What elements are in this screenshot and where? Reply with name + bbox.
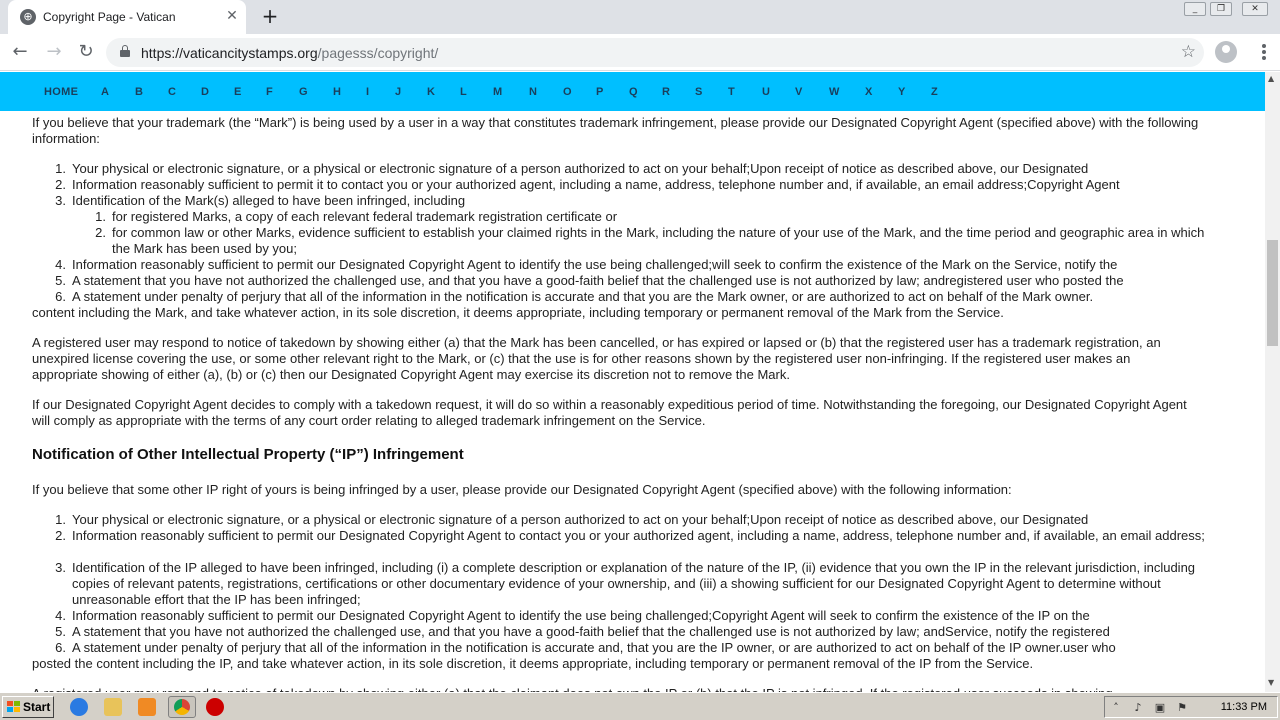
start-button[interactable] <box>2 696 54 718</box>
ip-tail: posted the content including the IP, and take whatever action, in its sole discretion, it deems appropriate, including temporary or permanent removal of the IP from the Service. <box>32 656 1034 671</box>
nav-item-x[interactable]: X <box>865 86 873 98</box>
para-registered-user: A registered user may respond to notice of takedown by showing either (a) that the Mark has been cancelled, or has expired or lapsed or (b) that the registered user has a trademark registration, an unexpired license covering the use, or some other relevant right to the Mark, or (c) that the use is for other reasons shown by the registered user non-infringing. If the registered user makes an appropriate showing of either (a), (b) or (c) then our Designated Copyright Agent may exercise its discretion not to remove the Mark. <box>32 335 1161 382</box>
nav-item-l[interactable]: L <box>460 86 468 98</box>
tray-expand-icon[interactable]: ˄ <box>1113 701 1119 714</box>
nav-item-n[interactable]: N <box>529 86 538 98</box>
browser-toolbar <box>0 34 1280 71</box>
system-tray <box>1104 696 1278 718</box>
page-scrollbar[interactable] <box>1265 72 1280 692</box>
chrome-taskbar-button[interactable] <box>168 696 196 718</box>
nav-item-q[interactable]: Q <box>629 86 638 98</box>
para-agent: If our Designated Copyright Agent decides to comply with a takedown request, it will do so within a reasonably expeditious period of time. Notwithstanding the foregoing, our Designated Copyright Agent will comply as appropriate with the terms of any court order relating to alleged trademark infringement on the Service. <box>32 397 1187 428</box>
scrollbar-thumb[interactable] <box>1267 240 1278 346</box>
flag-icon[interactable]: ⚑ <box>1177 701 1187 714</box>
nav-item-u[interactable]: U <box>762 86 771 98</box>
nav-item-m[interactable]: M <box>493 86 503 98</box>
alert-icon[interactable] <box>206 698 224 716</box>
globe-icon: ⊕ <box>20 9 36 25</box>
clock[interactable]: 11:33 PM <box>1220 701 1267 713</box>
nav-item-s[interactable]: S <box>695 86 703 98</box>
windows-logo-icon <box>7 701 20 713</box>
nav-item-a[interactable]: A <box>101 86 110 98</box>
nav-item-i[interactable]: I <box>366 86 370 98</box>
network-icon[interactable]: ▣ <box>1154 701 1166 714</box>
nav-item-h[interactable]: H <box>333 86 342 98</box>
start-label: Start <box>23 700 51 714</box>
reload-icon[interactable]: ↻ <box>78 41 94 62</box>
restore-icon[interactable]: ❐ <box>1210 2 1232 16</box>
nav-item-t[interactable]: T <box>728 86 736 98</box>
address-bar[interactable] <box>106 38 1204 67</box>
nav-item-e[interactable]: E <box>234 86 242 98</box>
window-close-icon[interactable]: ✕ <box>1242 2 1268 16</box>
nav-item-c[interactable]: C <box>168 86 177 98</box>
kebab-menu-icon[interactable] <box>1254 41 1274 63</box>
nav-item-k[interactable]: K <box>427 86 436 98</box>
close-tab-icon[interactable]: ✕ <box>226 8 238 24</box>
nav-item-j[interactable]: J <box>395 86 402 98</box>
nav-item-d[interactable]: D <box>201 86 210 98</box>
nav-item-z[interactable]: Z <box>931 86 939 98</box>
url-path: /pagesss/copyright/ <box>317 45 439 61</box>
lock-icon <box>120 45 130 58</box>
nav-item-y[interactable]: Y <box>898 86 906 98</box>
trademark-tail: content including the Mark, and take whatever action, in its sole discretion, it deems appropriate, including temporary or permanent removal of the Mark from the Service. <box>32 305 1004 320</box>
folder-icon[interactable] <box>104 698 122 716</box>
nav-item-g[interactable]: G <box>299 86 308 98</box>
nav-item-w[interactable]: W <box>829 86 840 98</box>
url-host: https://vaticancitystamps.org <box>141 45 318 61</box>
nav-item-p[interactable]: P <box>596 86 604 98</box>
tab-title: Copyright Page - Vatican <box>43 10 176 24</box>
heading-ip-infringement: Notification of Other Intellectual Property (“IP”) Infringement <box>32 446 464 463</box>
nav-item-r[interactable]: R <box>662 86 671 98</box>
chrome-icon <box>174 699 190 715</box>
scroll-up-icon[interactable]: ▲ <box>1268 74 1275 83</box>
tab-strip <box>0 0 1280 34</box>
nav-item-home[interactable]: HOME <box>44 86 79 98</box>
new-tab-button[interactable]: + <box>261 4 279 28</box>
url-text[interactable] <box>141 45 438 61</box>
profile-avatar-icon[interactable] <box>1215 41 1237 63</box>
nav-item-b[interactable]: B <box>135 86 144 98</box>
minimize-icon[interactable]: _ <box>1184 2 1206 16</box>
windows-taskbar <box>0 692 1280 720</box>
nav-item-o[interactable]: O <box>563 86 572 98</box>
copyright-page-content: If you believe that your trademark (the “Mark”) is being used by a user in a way that constitutes trademark infringement, please provide our Designated Copyright Agent (specified above) with the following information: 1. Your physical or electronic signature, or a physical or electronic signature of a person authorized to act on your behalf;Upon receipt of notice as described above, our Designated 2. Information reasonably sufficient to permit it to contact you or your authorized agent, including a name, address, telephone number and, if available, an email address;Copyright Agent 3. Identification of the Mark(s) alleged to have been infringed, including 1. for registered Marks, a copy of each relevant federal trademark registration certificate or 2. for common law or other Marks, evidence sufficient to establish your claimed rights in the Mark, including the nature of your use of the Mark, and the time period and geographic area in which the Mark has been used by you; 4. Information reasonably sufficient to permit our Designated Copyright Agent to identify the use being challenged;will seek to confirm the existence of the Mark on the Service, notify the 5. A statement that you have not authorized the challenged use, and that you have a good-faith belief that the challenged use is not authorized by law; andregistered user who posted the 6. A statement under penalty of perjury that all of the information in the notification is accurate and that you are the Mark owner, or are authorized to act on behalf of the Mark owner. content including the Mark, and take whatever action, in its sole discretion, it deems appropriate, including temporary or permanent removal of the Mark from the Service. A registered user may respond to notice of takedown by showing either (a) that the Mark has been cancelled, or has expired or lapsed or (b) that the registered user has a trademark registration, an unexpired license covering the use, or some other relevant right to the Mark, or (c) that the use is for other reasons shown by the registered user non-infringing. If the registered user makes an appropriate showing of either (a), (b) or (c) then our Designated Copyright Agent may exercise its discretion not to remove the Mark. If our Designated Copyright Agent decides to comply with a takedown request, it will do so within a reasonably expeditious period of time. Notwithstanding the foregoing, our Designated Copyright Agent will comply as appropriate with the terms of any court order relating to alleged trademark infringement on the Service. Notification of Other Intellectual Property (“IP”) Infringement If you believe that some other IP right of yours is being infringed by a user, please provide our Designated Copyright Agent (specified above) with the following information: 1. Your physical or electronic signature, or a physical or electronic signature of a person authorized to act on your behalf;Upon receipt of notice as described above, our Designated 2. Information reasonably sufficient to permit our Designated Copyright Agent to contact you or your authorized agent, including a name, address, telephone number and, if available, an email address; 3. Identification of the IP alleged to have been infringed, including (i) a complete description or explanation of the nature of the IP, (ii) evidence that you own the IP in the relevant jurisdiction, including copies of relevant patents, registrations, certifications or other documentary evidence of your ownership, and (iii) a showing sufficient for our Designated Copyright Agent to determine without unreasonable effort that the IP has been infringed; 4. Information reasonably sufficient to permit our Designated Copyright Agent to identify the use being challenged;Copyright Agent will seek to confirm the existence of the IP on the 5. A statement that you have not authorized the challenged use, and that you have a good-faith belief that the challenged use is not authorized by law; andService, notify the registered 6. A statement under penalty of perjury that all of the information in the notification is accurate and, that you are the IP owner, or are authorized to act on behalf of the IP owner.user who posted the content including the IP, and take whatever action, in its sole discretion, it deems appropriate, including temporary or permanent removal of the IP from the Service. <box>32 111 1232 692</box>
intro-ip: If you believe that some other IP right of yours is being infringed by a user, please provide our Designated Copyright Agent (specified above) with the following information: <box>32 482 1012 497</box>
back-arrow-icon[interactable]: ← <box>12 41 28 62</box>
volume-icon[interactable]: ♪ <box>1134 701 1142 714</box>
site-alphabet-nav <box>0 72 1265 111</box>
forward-arrow-icon[interactable]: → <box>46 41 62 62</box>
browser-tab[interactable] <box>8 0 246 34</box>
ie-icon[interactable] <box>70 698 88 716</box>
nav-item-v[interactable]: V <box>795 86 803 98</box>
media-player-icon[interactable] <box>138 698 156 716</box>
intro-trademark: If you believe that your trademark (the “Mark”) is being used by a user in a way that constitutes trademark infringement, please provide our Designated Copyright Agent (specified above) with the following information: <box>32 115 1199 146</box>
scroll-down-icon[interactable]: ▼ <box>1268 678 1275 687</box>
nav-item-f[interactable]: F <box>266 86 274 98</box>
bookmark-star-icon[interactable]: ☆ <box>1180 42 1196 62</box>
